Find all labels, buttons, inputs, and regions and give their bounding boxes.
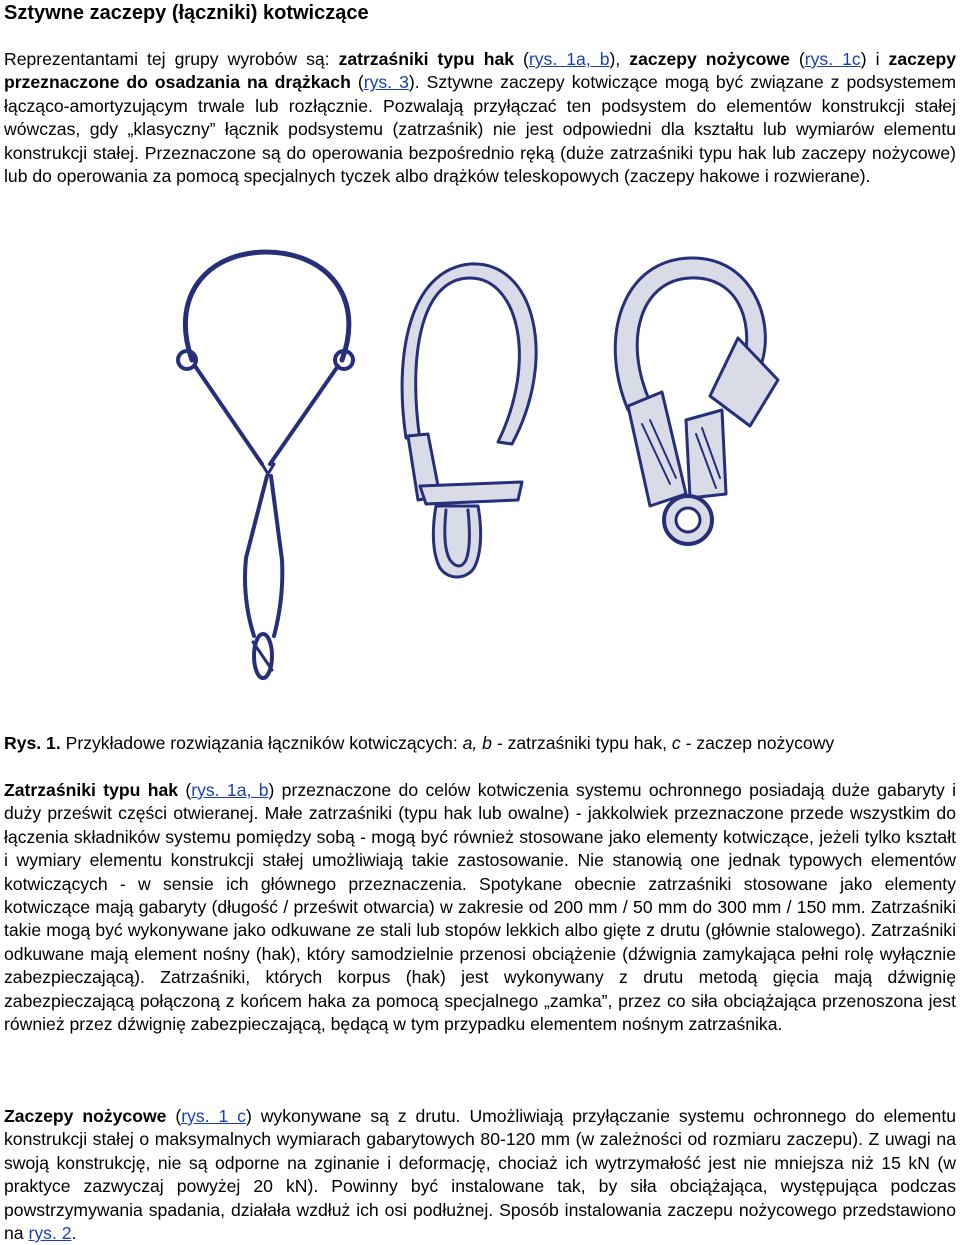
text-run: - zaczep nożycowy <box>680 733 835 753</box>
text-run: ) przeznaczone do celów kotwiczenia systemu ochronnego posiadają duże gabaryty i duży prześwit części otwieranej. Małe zatrzaśniki (typu hak lub owalne) - jakkolwiek przeznaczone przede wszystkim do łączenia składników systemu pomiędzy sobą - mogą być również stosowane jako elementy kotwiczące, jeżeli tylko kształt i wymiary elementu konstrukcji stałej umożliwiają takie zastosowanie. Nie stanowią one jednak typowych elementów kotwiczących - w sensie ich głównego przeznaczenia. Spotykane obecnie zatrzaśniki stosowane jako elementy kotwiczące mają gabaryty (długość / prześwit otwarcia) w zakresie od 200 mm / 50 mm do 300 mm / 150 mm. Zatrzaśniki takie mogą być wykonywane jako odkuwane ze stali lub stopów lekkich albo gięte z drutu (głównie stalowego). Zatrzaśniki odkuwane mają element nośny (hak), który samodzielnie przenosi obciążenie (dźwignia zamykająca pełni rolę wyłącznie zabezpieczającą). Zatrzaśniki, których korpus (hak) jest wykonywany z drutu metodą gięcia mają dźwignię zabezpieczającą połączoną z końcem haka za pomocą specjalnego „zamka”, przez co siła obciążająca przenoszona jest również przez dźwignię zabezpieczającą, będącą w tym przypadku elementem nośnym zatrzaśnika. <box>4 780 956 1035</box>
text-run: ). Sztywne zaczepy kotwiczące mogą być związane z podsystemem łącząco-amortyzującym trwale lub rozłącznie. Pozwalają przyłączać ten podsystem do elementów konstrukcji stałej wówczas, gdy „klasyczny” łącznik podsystemu (zatrzaśnik) nie jest odpowiedni dla kształtu lub wymiarów elementu konstrukcji stałej. Przeznaczone są do operowania bezpośrednio ręką (duże zatrzaśniki typu hak lub zaczepy nożycowe) lub do operowania za pomocą specjalnych tyczek albo drążków teleskopowych (zaczepy hakowe i rozwierane). <box>4 72 956 187</box>
text-run: ) wykonywane są z drutu. Umożliwiają przyłączanie systemu ochronnego do elementu konstrukcji stałej o maksymalnych wymiarach gabarytowych 80-120 mm (w zależności od rozmiaru zaczepu). Z uwagi na swoją konstrukcję, nie są odporne na zginanie i deformację, chociaż ich wytrzymałość jest nie mniejsza niż 15 kN (w praktyce zazwyczaj powyżej 20 kN). Powinny być instalowane tak, by siła obciążająca, występująca podczas powstrzymywania spadania, działała wzdłuż ich osi podłużnej. Sposób instalowania zaczepu nożycowego przedstawiono na <box>4 1106 957 1244</box>
caption-letters-ab: a, b <box>462 733 492 753</box>
term-scissor-hook: Zaczepy nożycowe <box>4 1106 167 1126</box>
text-run: ( <box>514 49 529 69</box>
link-fig-2[interactable]: rys. 2 <box>28 1223 72 1244</box>
scissor-hooks-paragraph <box>4 1105 956 1245</box>
text-run: ( <box>166 1106 182 1126</box>
term-hook-snap: zatrzaśniki typu hak <box>338 49 515 69</box>
link-fig-1ab[interactable]: rys. 1a, b <box>528 49 610 69</box>
link-fig-1c[interactable]: rys. 1c <box>804 49 861 69</box>
page-title: Sztywne zaczepy (łączniki) kotwiczące <box>4 2 369 24</box>
figure-caption <box>4 732 834 755</box>
text-run: . <box>71 1223 77 1244</box>
text-run: Przykładowe rozwiązania łączników kotwiczących: <box>60 733 463 753</box>
link-fig-1c[interactable]: rys. 1 c <box>181 1106 246 1126</box>
term-pole-hooks: zaczepy przeznaczone do osadzania na drążkach <box>4 49 957 93</box>
text-run: ( <box>178 780 192 800</box>
figure-anchor-connectors <box>150 238 790 718</box>
hook-snaps-paragraph <box>4 779 956 1036</box>
hook-snap-b-illustration <box>402 264 536 577</box>
term-scissor-hook: zaczepy nożycowe <box>629 49 790 69</box>
text-run: ), <box>609 49 630 69</box>
link-fig-3[interactable]: rys. 3 <box>363 72 409 93</box>
text-run: - zatrzaśniki typu hak, <box>491 733 672 753</box>
scissor-hook-c-illustration <box>615 258 778 544</box>
caption-label: Rys. 1. <box>4 733 61 753</box>
hook-snap-a-illustration <box>178 252 353 678</box>
caption-letter-c: c <box>671 733 681 753</box>
term-hook-snap: Zatrzaśniki typu hak <box>4 780 179 800</box>
text-run: Reprezentantami tej grupy wyrobów są: <box>4 49 339 69</box>
text-run: ( <box>350 72 364 93</box>
text-run: ( <box>789 49 805 69</box>
link-fig-1ab[interactable]: rys. 1a, b <box>191 780 269 800</box>
text-run: ) i <box>860 49 889 69</box>
intro-paragraph <box>4 48 956 188</box>
